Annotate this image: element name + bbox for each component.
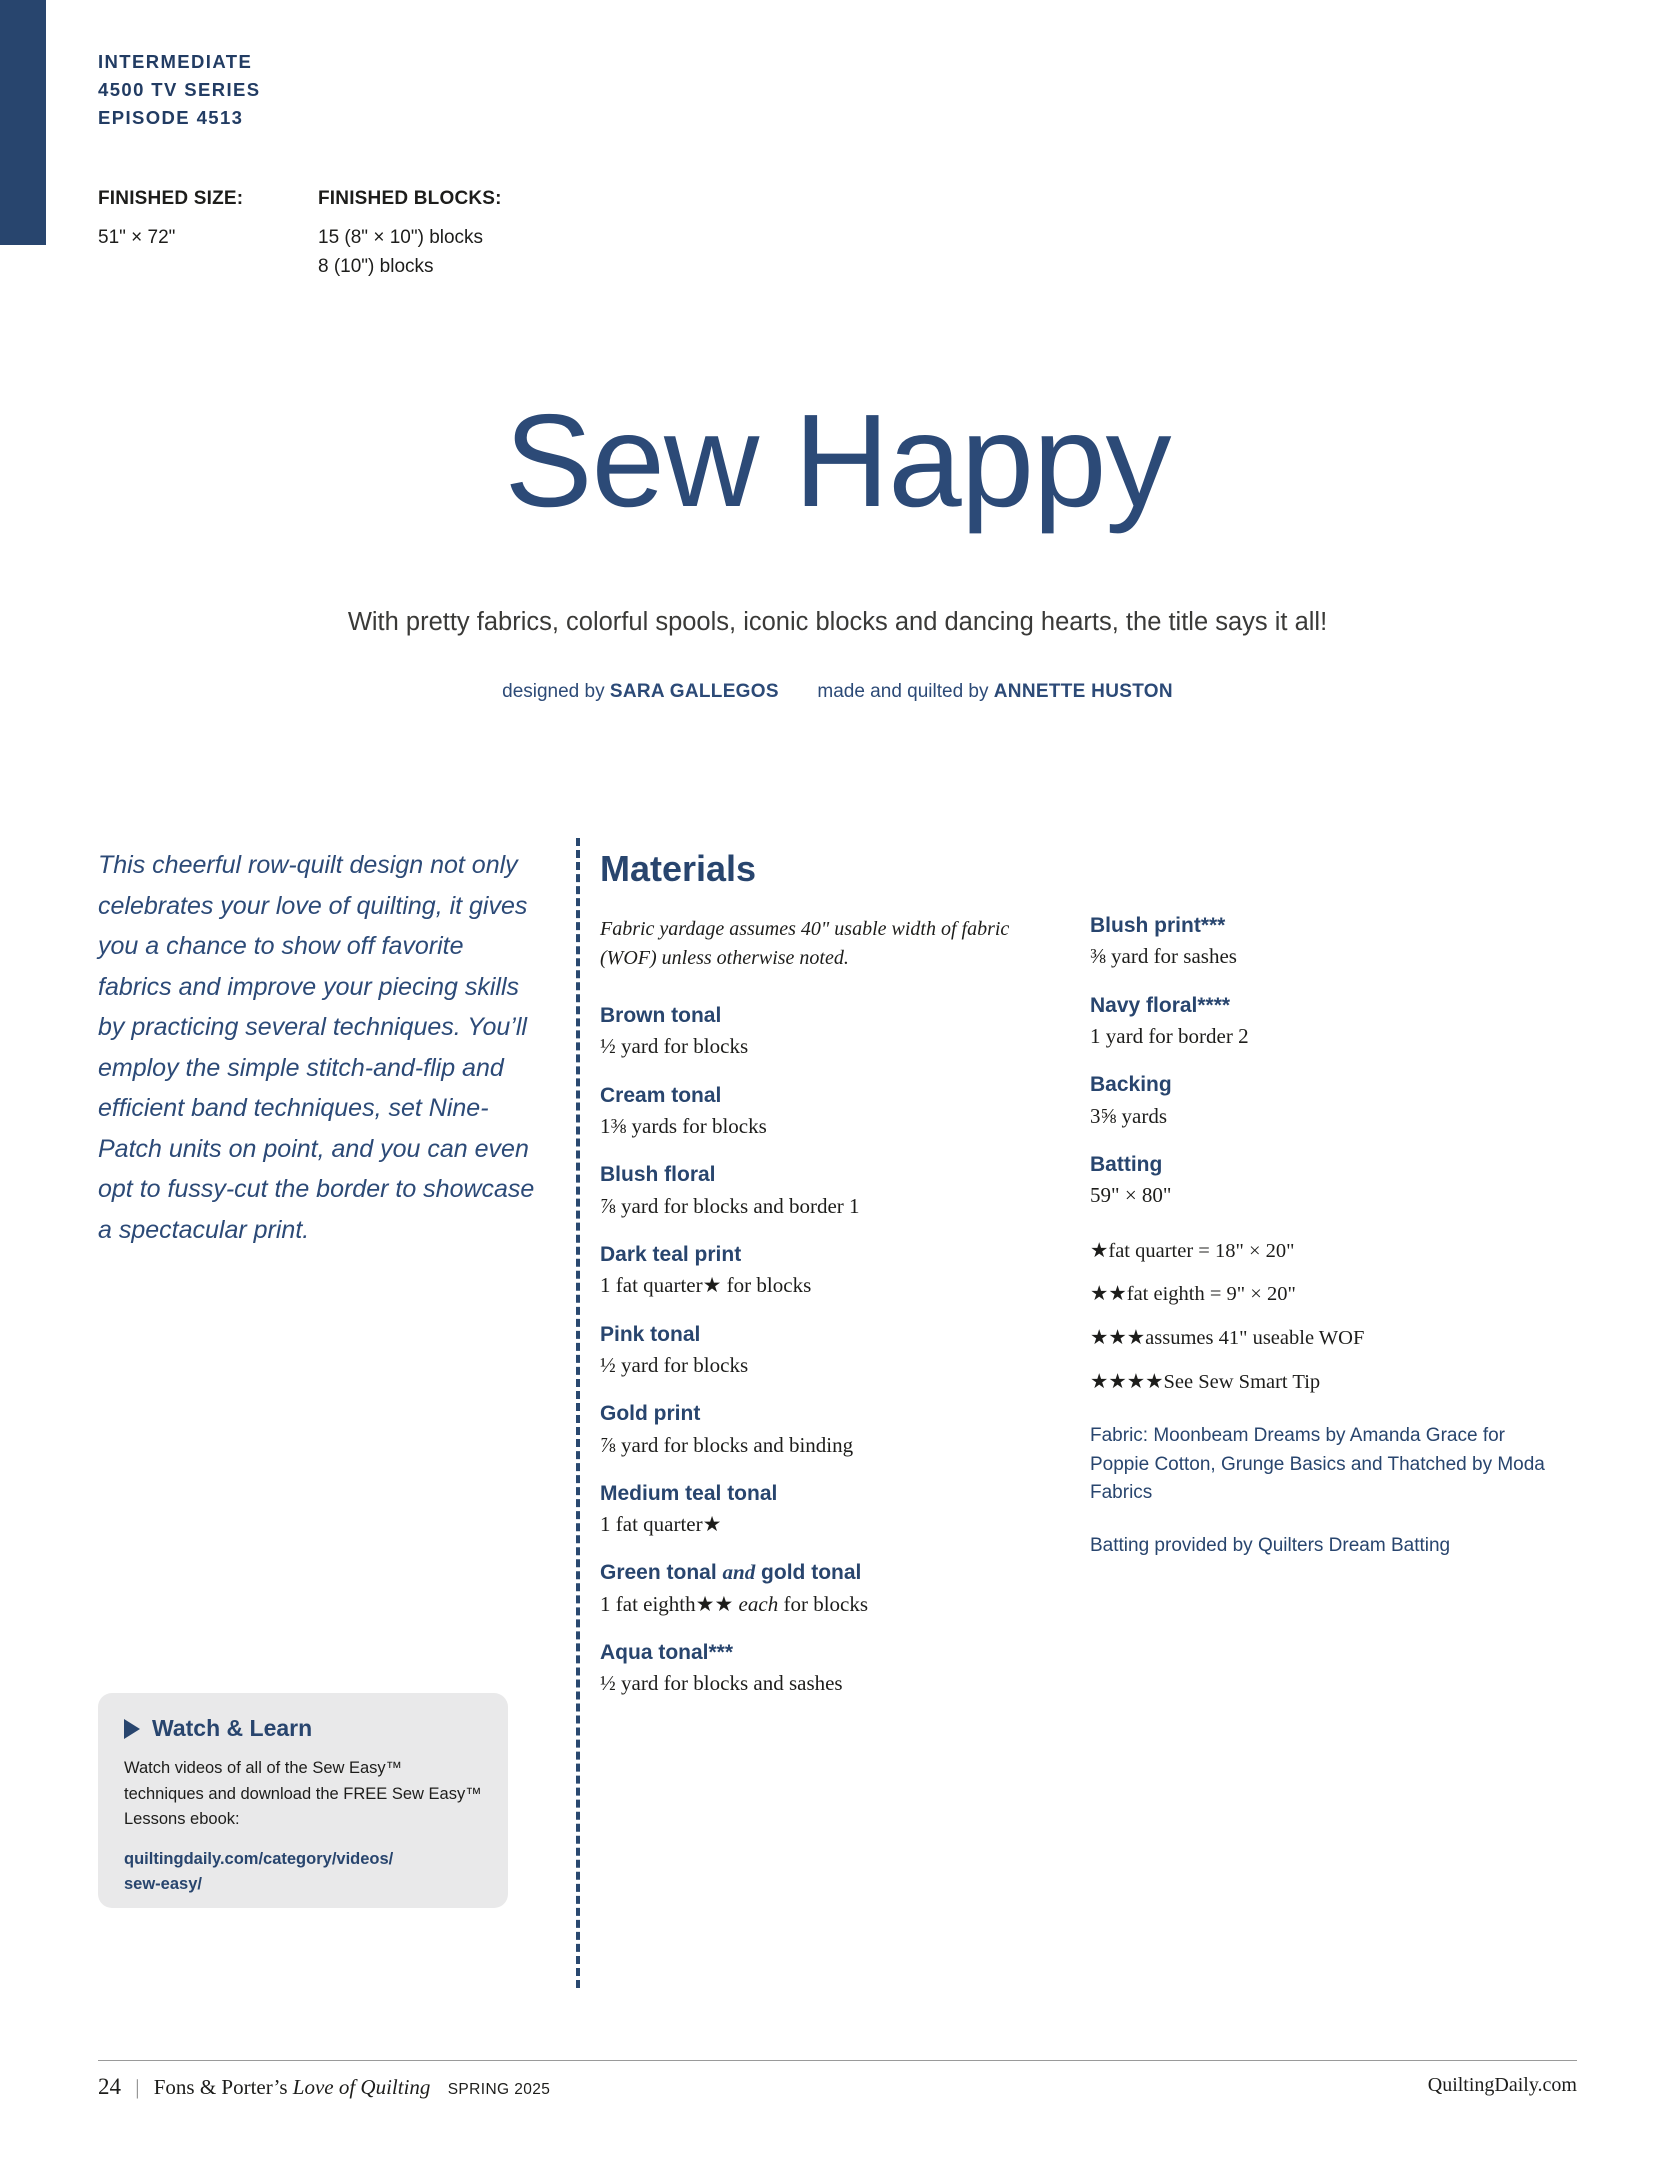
material-qty: ⅞ yard for blocks and binding: [600, 1432, 854, 1457]
watch-and-learn-title: [124, 1715, 482, 1742]
header-eyebrow: [98, 48, 798, 131]
material-item: [1090, 1071, 1560, 1130]
materials-column-a: [600, 1002, 1020, 1719]
material-name: Pink tonal: [600, 1322, 701, 1346]
material-item: [600, 1082, 1020, 1141]
watch-link-line-1[interactable]: quiltingdaily.com/category/videos/: [124, 1850, 394, 1869]
material-item: [600, 1400, 1020, 1459]
credits: [0, 681, 1675, 703]
material-item: [1090, 912, 1560, 971]
designer-name: SARA GALLEGOS: [609, 681, 779, 702]
footer-left: [98, 2074, 550, 2100]
finished-size: [98, 188, 313, 252]
materials-note: Fabric yardage assumes 40" usable width of fabric (WOF) unless otherwise noted.: [600, 918, 1010, 969]
eyebrow-line-3: EPISODE 4513: [98, 106, 244, 128]
material-item: [600, 1241, 1020, 1300]
material-item: [600, 1002, 1020, 1061]
material-name: Gold print: [600, 1402, 701, 1426]
footnote: ★★fat eighth = 9" × 20": [1090, 1283, 1296, 1306]
magazine-name: Fons & Porter’s: [153, 2075, 293, 2099]
footnote: ★★★assumes 41" useable WOF: [1090, 1326, 1365, 1349]
corner-accent-bar: [0, 0, 46, 245]
magazine-name-italic: Love of Quilting: [292, 2075, 431, 2099]
material-item: [1090, 1151, 1560, 1210]
finished-blocks-label: FINISHED BLOCKS:: [318, 188, 502, 209]
material-item: [600, 1559, 1020, 1618]
material-qty: 1⅜ yards for blocks: [600, 1113, 767, 1138]
material-name: Blush print***: [1090, 914, 1226, 937]
material-item: [600, 1321, 1020, 1380]
material-name: Brown tonal: [600, 1004, 722, 1027]
page-footer: [98, 2060, 1577, 2100]
material-name: Green tonal and gold tonal: [600, 1560, 862, 1585]
finished-blocks-value-2: 8 (10") blocks: [318, 256, 434, 278]
material-item: [600, 1161, 1020, 1220]
finished-blocks-value-1: 15 (8" × 10") blocks: [318, 227, 484, 248]
footnote: ★fat quarter = 18" × 20": [1090, 1239, 1295, 1262]
watch-and-learn-link[interactable]: [124, 1847, 482, 1897]
watch-and-learn-title-text: Watch & Learn: [152, 1715, 313, 1741]
maker-name: ANNETTE HUSTON: [993, 681, 1173, 702]
footer-separator: |: [135, 2075, 140, 2099]
material-qty: ½ yard for blocks: [600, 1352, 749, 1377]
page-title: Sew Happy: [504, 387, 1171, 534]
material-qty: ⅜ yard for sashes: [1090, 944, 1237, 969]
eyebrow-line-1: INTERMEDIATE: [98, 51, 253, 72]
material-qty: ⅞ yard for blocks and border 1: [600, 1193, 860, 1218]
material-name: Aqua tonal***: [600, 1641, 734, 1665]
watch-and-learn-body: Watch videos of all of the Sew Easy™ techniques and download the FREE Sew Easy™ Lessons ebook:: [124, 1759, 482, 1829]
material-item: [600, 1480, 1020, 1539]
footer-rule: [98, 2060, 1577, 2061]
play-icon: [124, 1719, 140, 1739]
intro-paragraph: This cheerful row-quilt design not only celebrates your love of quilting, it gives you a chance to show off favorite fabrics and improve your piecing skills by practicing several techniques. You’ll employ the simple stitch-and-flip and efficient band techniques, set Nine-Patch units on point, and you can even opt to fussy-cut the border to showcase a spectacular print.: [98, 851, 535, 1244]
issue-date: SPRING 2025: [447, 2081, 551, 2098]
column-divider: [576, 838, 580, 1988]
material-name: Batting: [1090, 1152, 1163, 1176]
material-name: Cream tonal: [600, 1083, 722, 1107]
material-qty: 1 fat quarter★: [600, 1512, 722, 1537]
material-qty: 3⅝ yards: [1090, 1103, 1167, 1128]
material-qty: 59" × 80": [1090, 1183, 1172, 1208]
materials-heading: Materials: [600, 848, 757, 889]
material-item: [1090, 992, 1560, 1051]
footer-website: QuiltingDaily.com: [1427, 2074, 1577, 2096]
material-name: Blush floral: [600, 1163, 716, 1187]
watch-link-line-2[interactable]: sew-easy/: [124, 1874, 202, 1893]
material-item: [600, 1639, 1020, 1698]
material-name: Medium teal tonal: [600, 1481, 778, 1505]
material-qty: ½ yard for blocks and sashes: [600, 1671, 843, 1696]
fabric-credit: Fabric: Moonbeam Dreams by Amanda Grace for Poppie Cotton, Grunge Basics and Thatched by Moda Fabrics: [1090, 1425, 1545, 1504]
material-name: Backing: [1090, 1073, 1172, 1097]
finished-blocks: [318, 188, 738, 282]
materials-column-b: [1090, 912, 1560, 1560]
material-qty: 1 fat quarter★ for blocks: [600, 1273, 812, 1298]
material-qty: 1 yard for border 2: [1090, 1023, 1249, 1048]
designed-by-label: designed by: [502, 681, 605, 702]
material-qty: ½ yard for blocks: [600, 1034, 749, 1059]
batting-credit: Batting provided by Quilters Dream Batting: [1090, 1534, 1451, 1556]
material-qty: 1 fat eighth★★ each for blocks: [600, 1591, 869, 1616]
made-by-label: made and quilted by: [817, 681, 989, 702]
material-name: Dark teal print: [600, 1242, 742, 1266]
finished-size-label: FINISHED SIZE:: [98, 188, 244, 209]
material-name: Navy floral****: [1090, 993, 1231, 1017]
watch-and-learn-box: [98, 1693, 508, 1908]
subtitle: With pretty fabrics, colorful spools, iconic blocks and dancing hearts, the title says it all!: [347, 608, 1328, 636]
footnote: ★★★★See Sew Smart Tip: [1090, 1370, 1321, 1393]
page-number: 24: [98, 2074, 121, 2099]
eyebrow-line-2: 4500 TV SERIES: [98, 78, 261, 100]
finished-size-value: 51" × 72": [98, 227, 176, 248]
